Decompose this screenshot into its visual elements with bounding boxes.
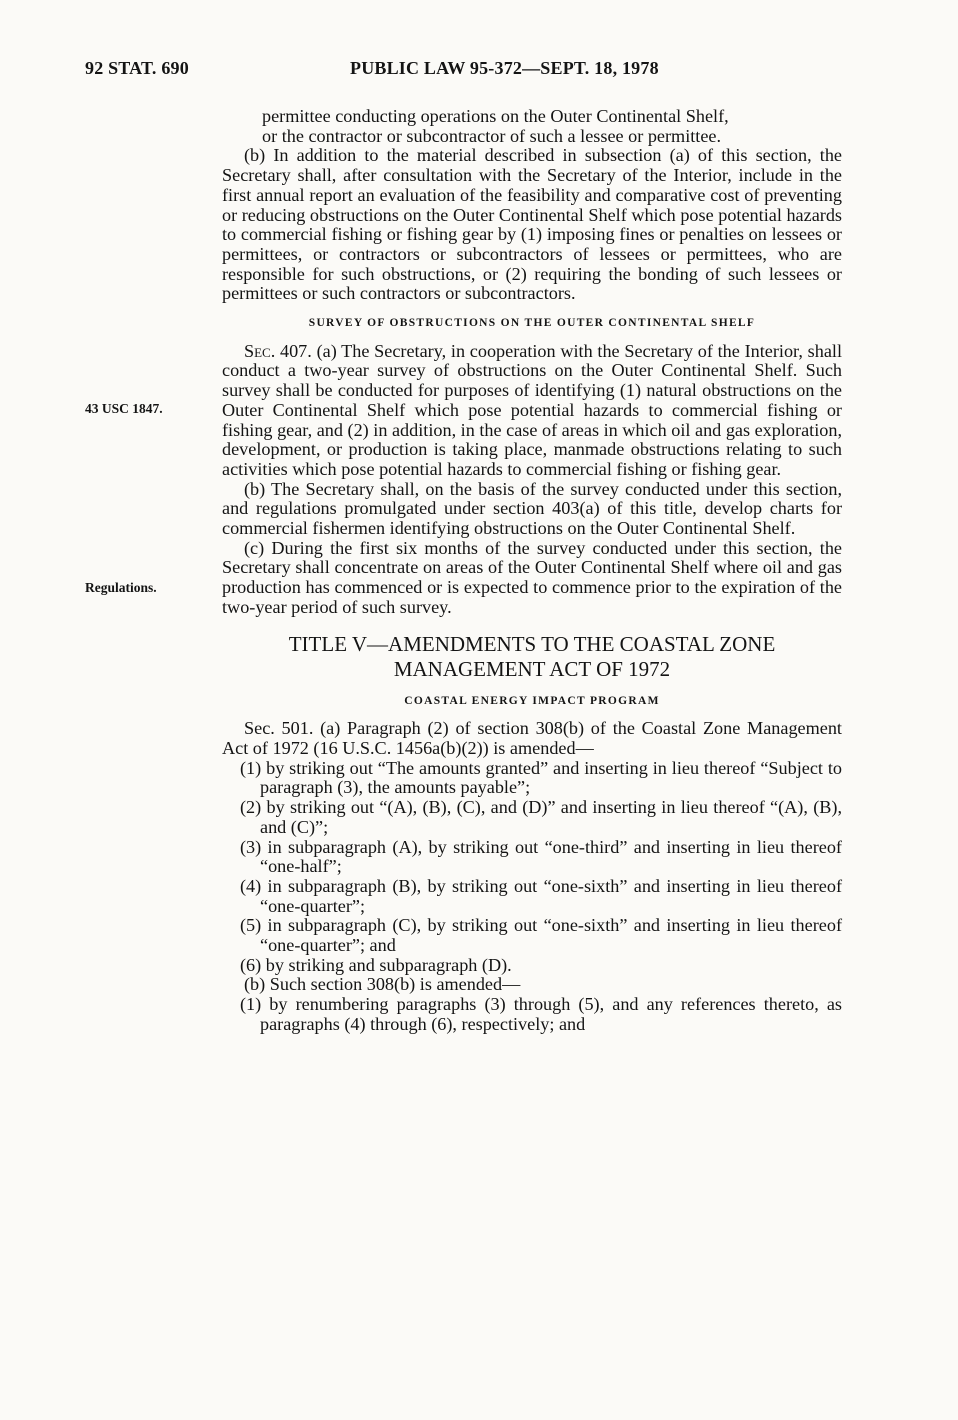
public-law-header: PUBLIC LAW 95-372—SEPT. 18, 1978 (350, 58, 659, 78)
section-501-b: (b) Such section 308(b) is amended— (244, 974, 521, 995)
amendment-item-2: (2) by striking out “(A), (B), (C), and (D)” and inserting in lieu thereof “(A), (B), and (C)”; (240, 797, 842, 837)
amendment-item-4: (4) in subparagraph (B), by striking out “one-sixth” and inserting in lieu thereof “one-quarter”; (240, 875, 842, 916)
section-heading-survey: SURVEY OF OBSTRUCTIONS ON THE OUTER CONTINENTAL SHELF (308, 317, 756, 330)
section-407-c: (c) During the first six months of the survey conducted under this section, the Secretary shall concentrate on areas of the Outer Continental Shelf where oil and gas production has commenced or is expected to commence prior to the expiration of the two-year period of such survey. (222, 537, 842, 617)
amendment-item-6: (6) by striking and subparagraph (D). (240, 954, 512, 975)
title-v-line2: MANAGEMENT ACT OF 1972 (393, 656, 671, 681)
amendment-item-1: (1) by striking out “The amounts granted” and inserting in lieu thereof “Subject to paragraph (3), the amounts payable”; (240, 757, 842, 798)
section-407-b: (b) The Secretary shall, on the basis of the survey conducted under this section, and regulations promulgated under section 403(a) of this title, develop charts for commercial fishermen identifying obstructions on the Outer Continental Shelf. (222, 478, 842, 539)
amendment-b-item-1: (1) by renumbering paragraphs (3) through (5), and any references thereto, as paragraphs (4) through (6), respectively; and (240, 994, 842, 1034)
paragraph-continued-line2: or the contractor or subcontractor of such a lessee or permittee. (262, 125, 722, 146)
margin-note-regulations: Regulations. (85, 580, 157, 595)
title-v-line1: TITLE V—AMENDMENTS TO THE COASTAL ZONE (288, 631, 776, 656)
section-407-label: Sec. 407. (244, 340, 312, 361)
section-407-a-text: (a) The Secretary, in cooperation with the Secretary of the Interior, shall conduct a two-year survey of obstructions on the Outer Continental Shelf. Such survey shall be conducted for purposes of identifying (1) natural obstructions on the Outer Continental Shelf which pose potential hazards to commercial fishing or fishing gear, and (2) in addition, in the case of areas in which oil and gas exploration, development, or production is taking place, manmade obstructions relating to such activities which pose potential hazards to commercial fishing or fishing gear. (222, 340, 842, 479)
section-407-a (222, 342, 842, 480)
paragraph-continued-line1: permittee conducting operations on the Outer Continental Shelf, (262, 106, 729, 126)
statute-page-reference: 92 STAT. 690 (85, 58, 189, 78)
main-text-column (222, 107, 842, 1035)
paragraph-b: (b) In addition to the material described in subsection (a) of this section, the Secretary shall, after consultation with the Secretary of the Interior, include in the first annual report an evaluation of the feasibility and comparative cost of preventing or reducing obstructions on the Outer Continental Shelf which pose potential hazards to commercial fishing or fishing gear by (1) imposing fines or penalties on lessees or permittees, or contractors or subcontractors of lessees or permittees, who are responsible for such obstructions, or (2) requiring the bonding of such lessees or permittees or such contractors or subcontractors. (222, 145, 842, 304)
amendment-item-3: (3) in subparagraph (A), by striking out “one-third” and inserting in lieu thereof “one-half”; (240, 836, 842, 877)
section-heading-coastal-energy: COASTAL ENERGY IMPACT PROGRAM (404, 694, 660, 707)
section-501-a: Sec. 501. (a) Paragraph (2) of section 308(b) of the Coastal Zone Management Act of 1972 (16 U.S.C. 1456a(b)(2)) is amended— (222, 718, 842, 758)
title-v-heading (222, 632, 842, 682)
margin-note-usc: 43 USC 1847. (85, 401, 163, 416)
amendment-item-5: (5) in subparagraph (C), by striking out “one-sixth” and inserting in lieu thereof “one-quarter”; and (240, 915, 842, 956)
